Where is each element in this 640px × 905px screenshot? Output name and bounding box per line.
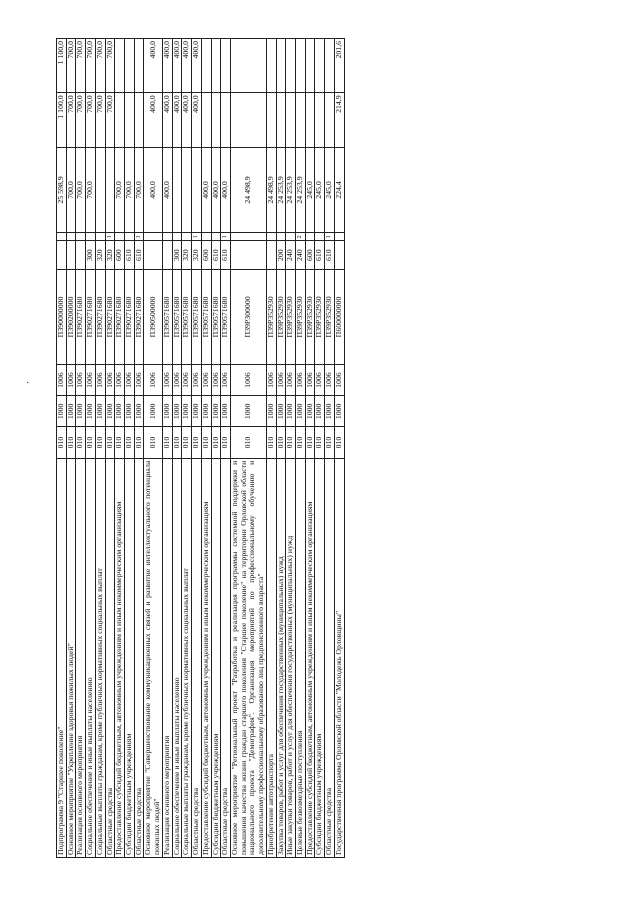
amount-year-2: 1 100,0 (57, 93, 67, 147)
code-pr: 1006 (201, 364, 211, 395)
table-row (211, 39, 221, 858)
funding-flag (266, 233, 276, 241)
code-vr: 610 (221, 241, 231, 270)
code-rz: 1000 (295, 396, 305, 427)
amount-year-2 (115, 93, 125, 147)
amount-year-2: 700,0 (105, 93, 115, 147)
table-row (334, 39, 344, 858)
funding-flag (57, 233, 67, 241)
code-gr: 010 (325, 427, 335, 458)
code-cs: П390000000 (57, 269, 67, 364)
funding-flag: 1 (325, 233, 335, 241)
amount-year-3: 700,0 (95, 39, 105, 93)
amount-year-2: 700,0 (86, 93, 96, 147)
table-row (192, 39, 202, 858)
row-name: Социальные выплаты гражданам, кроме публичных нормативных социальных выплат (95, 458, 105, 857)
code-rz: 1000 (95, 396, 105, 427)
code-gr: 010 (86, 427, 96, 458)
code-cs: П390271680 (95, 269, 105, 364)
code-cs: П600000000 (334, 269, 344, 364)
code-pr: 1006 (162, 364, 172, 395)
code-vr: 600 (201, 241, 211, 270)
code-vr: 600 (115, 241, 125, 270)
amount-year-2 (125, 93, 135, 147)
amount-year-1 (192, 147, 202, 233)
amount-year-3: 400,0 (144, 39, 162, 93)
amount-year-3: 700,0 (66, 39, 76, 93)
code-vr: 610 (125, 241, 135, 270)
code-pr: 1006 (325, 364, 335, 395)
table-row (57, 39, 67, 858)
amount-year-1: 700,0 (134, 147, 144, 233)
amount-year-2 (134, 93, 144, 147)
code-rz: 1000 (115, 396, 125, 427)
row-name: Приобретение автотранспорта (266, 458, 276, 857)
code-vr (334, 241, 344, 270)
table-row (86, 39, 96, 858)
amount-year-1: 245,0 (315, 147, 325, 233)
code-vr: 300 (86, 241, 96, 270)
amount-year-3 (266, 39, 276, 93)
amount-year-3 (134, 39, 144, 93)
table-row (266, 39, 276, 858)
row-name: Основное мероприятие "Региональный проект "Разработка и реализация программы системной поддержки и повышения качества жизни граждан старшего поколения "Старшее поколение" на территории Орловской области национального проекта "Демография". Организация мероприятий по профессиональному обучению и дополнительному профессиональному образованию лиц предпенсионного возраста" (230, 458, 266, 857)
row-name: Основное мероприятие "Укрепление здоровья пожилых людей" (66, 458, 76, 857)
code-pr: 1006 (221, 364, 231, 395)
code-pr: 1006 (57, 364, 67, 395)
code-gr: 010 (334, 427, 344, 458)
row-name: Государственная программа Орловской области "Молодежь Орловщины" (334, 458, 344, 857)
row-name: Подпрограмма 9 "Старшее поколение" (57, 458, 67, 857)
amount-year-1 (182, 147, 192, 233)
row-name: Социальное обеспечение и иные выплаты населению (172, 458, 182, 857)
code-cs: П390200000 (66, 269, 76, 364)
code-gr: 010 (95, 427, 105, 458)
code-gr: 010 (125, 427, 135, 458)
code-gr: 010 (295, 427, 305, 458)
code-gr: 010 (211, 427, 221, 458)
code-rz: 1000 (276, 396, 286, 427)
code-vr (144, 241, 162, 270)
amount-year-2 (295, 93, 305, 147)
code-cs: П390571680 (182, 269, 192, 364)
code-pr: 1006 (266, 364, 276, 395)
amount-year-3 (315, 39, 325, 93)
code-rz: 1000 (182, 396, 192, 427)
code-vr: 240 (295, 241, 305, 270)
amount-year-2 (266, 93, 276, 147)
code-rz: 1000 (266, 396, 276, 427)
funding-flag: 1 (221, 233, 231, 241)
code-rz: 1000 (230, 396, 266, 427)
amount-year-1: 400,0 (201, 147, 211, 233)
code-rz: 1000 (315, 396, 325, 427)
amount-year-3: 201,6 (334, 39, 344, 93)
amount-year-3 (115, 39, 125, 93)
code-pr: 1006 (286, 364, 296, 395)
code-pr: 1006 (66, 364, 76, 395)
amount-year-2: 700,0 (76, 93, 86, 147)
funding-flag (230, 233, 266, 241)
scan-mark: · (26, 378, 30, 389)
amount-year-2: 400,0 (172, 93, 182, 147)
row-name: Субсидии бюджетным учреждениям (125, 458, 135, 857)
funding-flag (162, 233, 172, 241)
code-gr: 010 (230, 427, 266, 458)
amount-year-1: 700,0 (125, 147, 135, 233)
table-row (182, 39, 192, 858)
amount-year-1: 245,0 (305, 147, 315, 233)
row-name: Предоставление субсидий бюджетным, автономным учреждениям и иным некоммерческим организациям (115, 458, 125, 857)
code-vr (66, 241, 76, 270)
amount-year-3 (305, 39, 315, 93)
row-name: Закупка товаров, работ и услуг для обеспечения государственных (муниципальных) нужд (276, 458, 286, 857)
amount-year-2 (305, 93, 315, 147)
code-rz: 1000 (325, 396, 335, 427)
code-rz: 1000 (172, 396, 182, 427)
code-rz: 1000 (201, 396, 211, 427)
code-pr: 1006 (295, 364, 305, 395)
funding-flag (211, 233, 221, 241)
code-vr: 600 (305, 241, 315, 270)
code-pr: 1006 (86, 364, 96, 395)
code-pr: 1006 (144, 364, 162, 395)
funding-flag: 1 (134, 233, 144, 241)
amount-year-3 (276, 39, 286, 93)
code-cs: П39P352930 (276, 269, 286, 364)
amount-year-2 (230, 93, 266, 147)
amount-year-2 (201, 93, 211, 147)
code-gr: 010 (172, 427, 182, 458)
code-pr: 1006 (115, 364, 125, 395)
code-pr: 1006 (134, 364, 144, 395)
amount-year-1: 24 498,9 (230, 147, 266, 233)
table-row (162, 39, 172, 858)
amount-year-1 (95, 147, 105, 233)
amount-year-1: 24 498,9 (266, 147, 276, 233)
row-name: Субсидии бюджетным учреждениям (315, 458, 325, 857)
amount-year-3 (201, 39, 211, 93)
amount-year-1: 224,4 (334, 147, 344, 233)
code-rz: 1000 (105, 396, 115, 427)
code-pr: 1006 (105, 364, 115, 395)
code-gr: 010 (134, 427, 144, 458)
code-gr: 010 (315, 427, 325, 458)
code-rz: 1000 (211, 396, 221, 427)
amount-year-1: 700,0 (66, 147, 76, 233)
amount-year-2 (315, 93, 325, 147)
amount-year-1: 400,0 (144, 147, 162, 233)
amount-year-3 (325, 39, 335, 93)
code-rz: 1000 (162, 396, 172, 427)
code-gr: 010 (162, 427, 172, 458)
amount-year-3: 700,0 (105, 39, 115, 93)
amount-year-1: 700,0 (115, 147, 125, 233)
code-gr: 010 (115, 427, 125, 458)
code-cs: П390271680 (115, 269, 125, 364)
amount-year-2: 700,0 (95, 93, 105, 147)
amount-year-3: 700,0 (76, 39, 86, 93)
row-name: Социальные выплаты гражданам, кроме публичных нормативных социальных выплат (182, 458, 192, 857)
funding-flag (86, 233, 96, 241)
code-cs: П390271680 (86, 269, 96, 364)
code-cs: П390571680 (221, 269, 231, 364)
code-rz: 1000 (305, 396, 315, 427)
amount-year-1: 24 253,9 (276, 147, 286, 233)
table-row (95, 39, 105, 858)
funding-flag (76, 233, 86, 241)
code-gr: 010 (266, 427, 276, 458)
amount-year-1: 245,0 (325, 147, 335, 233)
funding-flag (125, 233, 135, 241)
row-name: Основное мероприятие "Совершенствование коммуникационных связей и развитие интеллектуального потенциала пожилых людей" (144, 458, 162, 857)
amount-year-3 (295, 39, 305, 93)
code-vr: 610 (134, 241, 144, 270)
code-vr: 610 (325, 241, 335, 270)
code-cs: П390571680 (211, 269, 221, 364)
row-name: Областные средства (325, 458, 335, 857)
row-name: Областные средства (105, 458, 115, 857)
code-gr: 010 (201, 427, 211, 458)
amount-year-3 (125, 39, 135, 93)
code-vr: 320 (95, 241, 105, 270)
code-gr: 010 (305, 427, 315, 458)
row-name: Предоставление субсидий бюджетным, автономным учреждениям и иным некоммерческим организациям (305, 458, 315, 857)
row-name: Областные средства (221, 458, 231, 857)
code-cs: П39P352930 (295, 269, 305, 364)
code-cs: П39P352930 (286, 269, 296, 364)
budget-table-body (57, 39, 345, 858)
code-pr: 1006 (334, 364, 344, 395)
code-pr: 1006 (276, 364, 286, 395)
table-row (315, 39, 325, 858)
amount-year-3: 400,0 (162, 39, 172, 93)
amount-year-3 (211, 39, 221, 93)
code-gr: 010 (57, 427, 67, 458)
amount-year-1: 24 253,9 (286, 147, 296, 233)
funding-flag (315, 233, 325, 241)
row-name: Социальное обеспечение и иные выплаты населению (86, 458, 96, 857)
table-row (66, 39, 76, 858)
amount-year-1: 25 598,9 (57, 147, 67, 233)
funding-flag: 1 (192, 233, 202, 241)
funding-flag (172, 233, 182, 241)
funding-flag (334, 233, 344, 241)
row-name: Целевые безвозмездные поступления (295, 458, 305, 857)
code-gr: 010 (221, 427, 231, 458)
code-rz: 1000 (286, 396, 296, 427)
code-pr: 1006 (182, 364, 192, 395)
code-rz: 1000 (192, 396, 202, 427)
amount-year-3 (221, 39, 231, 93)
code-cs: П39P352930 (315, 269, 325, 364)
code-vr (57, 241, 67, 270)
table-row (295, 39, 305, 858)
code-pr: 1006 (192, 364, 202, 395)
code-pr: 1006 (125, 364, 135, 395)
code-vr: 320 (182, 241, 192, 270)
code-gr: 010 (144, 427, 162, 458)
code-pr: 1006 (211, 364, 221, 395)
budget-table (56, 38, 345, 858)
funding-flag (201, 233, 211, 241)
amount-year-3: 1 100,0 (57, 39, 67, 93)
code-rz: 1000 (134, 396, 144, 427)
code-rz: 1000 (334, 396, 344, 427)
code-gr: 010 (76, 427, 86, 458)
row-name: Субсидии бюджетным учреждениям (211, 458, 221, 857)
amount-year-2: 400,0 (182, 93, 192, 147)
rotated-page-content (56, 38, 576, 858)
row-name: Реализация основного мероприятия (162, 458, 172, 857)
amount-year-2 (325, 93, 335, 147)
code-cs: П390571680 (162, 269, 172, 364)
amount-year-1: 24 253,9 (295, 147, 305, 233)
table-row (144, 39, 162, 858)
table-row (201, 39, 211, 858)
code-cs: П390500000 (144, 269, 162, 364)
amount-year-1: 400,0 (162, 147, 172, 233)
code-pr: 1006 (95, 364, 105, 395)
code-pr: 1006 (230, 364, 266, 395)
code-rz: 1000 (125, 396, 135, 427)
amount-year-2: 214,9 (334, 93, 344, 147)
row-name: Предоставление субсидий бюджетным, автономным учреждениям и иным некоммерческим организациям (201, 458, 211, 857)
code-rz: 1000 (144, 396, 162, 427)
funding-flag (305, 233, 315, 241)
table-row (221, 39, 231, 858)
code-vr: 320 (105, 241, 115, 270)
code-cs: П390571680 (172, 269, 182, 364)
code-cs: П390571680 (192, 269, 202, 364)
code-cs: П390571680 (201, 269, 211, 364)
amount-year-2: 400,0 (144, 93, 162, 147)
funding-flag (144, 233, 162, 241)
code-vr: 300 (172, 241, 182, 270)
funding-flag: 2 (295, 233, 305, 241)
code-cs: П39P352930 (325, 269, 335, 364)
code-vr (162, 241, 172, 270)
row-name: Областные средства (192, 458, 202, 857)
amount-year-3 (286, 39, 296, 93)
code-gr: 010 (66, 427, 76, 458)
row-name: Реализация основного мероприятия (76, 458, 86, 857)
amount-year-3: 700,0 (86, 39, 96, 93)
table-row (286, 39, 296, 858)
amount-year-3 (230, 39, 266, 93)
code-vr (266, 241, 276, 270)
funding-flag: 1 (105, 233, 115, 241)
code-vr (230, 241, 266, 270)
code-gr: 010 (182, 427, 192, 458)
code-vr: 200 (276, 241, 286, 270)
funding-flag (182, 233, 192, 241)
row-name: Иные закупки товаров, работ и услуг для обеспечения государственных (муниципальных) нужд (286, 458, 296, 857)
amount-year-3: 400,0 (182, 39, 192, 93)
code-vr: 610 (315, 241, 325, 270)
code-cs: П39P352930 (305, 269, 315, 364)
code-cs: П390271680 (134, 269, 144, 364)
amount-year-3: 400,0 (172, 39, 182, 93)
code-vr: 240 (286, 241, 296, 270)
code-vr: 610 (211, 241, 221, 270)
amount-year-1: 700,0 (76, 147, 86, 233)
code-gr: 010 (192, 427, 202, 458)
row-name: Областные средства (134, 458, 144, 857)
code-cs: П39P300000 (230, 269, 266, 364)
amount-year-1: 400,0 (211, 147, 221, 233)
code-cs: П39P352930 (266, 269, 276, 364)
funding-flag (66, 233, 76, 241)
amount-year-3: 400,0 (192, 39, 202, 93)
code-gr: 010 (276, 427, 286, 458)
code-cs: П390271680 (125, 269, 135, 364)
code-cs: П390271680 (76, 269, 86, 364)
amount-year-1: 400,0 (221, 147, 231, 233)
code-rz: 1000 (66, 396, 76, 427)
table-row (230, 39, 266, 858)
code-pr: 1006 (305, 364, 315, 395)
amount-year-2: 400,0 (192, 93, 202, 147)
amount-year-2 (221, 93, 231, 147)
code-rz: 1000 (86, 396, 96, 427)
amount-year-1 (172, 147, 182, 233)
amount-year-2 (211, 93, 221, 147)
code-rz: 1000 (57, 396, 67, 427)
amount-year-2: 700,0 (66, 93, 76, 147)
funding-flag (276, 233, 286, 241)
code-gr: 010 (286, 427, 296, 458)
code-vr: 320 (192, 241, 202, 270)
amount-year-2 (286, 93, 296, 147)
amount-year-2 (276, 93, 286, 147)
table-row (125, 39, 135, 858)
funding-flag (115, 233, 125, 241)
code-pr: 1006 (76, 364, 86, 395)
code-rz: 1000 (221, 396, 231, 427)
table-row (325, 39, 335, 858)
funding-flag (95, 233, 105, 241)
code-rz: 1000 (76, 396, 86, 427)
amount-year-2: 400,0 (162, 93, 172, 147)
funding-flag (286, 233, 296, 241)
code-cs: П390271680 (105, 269, 115, 364)
code-pr: 1006 (172, 364, 182, 395)
code-pr: 1006 (315, 364, 325, 395)
code-gr: 010 (105, 427, 115, 458)
amount-year-1: 700,0 (86, 147, 96, 233)
